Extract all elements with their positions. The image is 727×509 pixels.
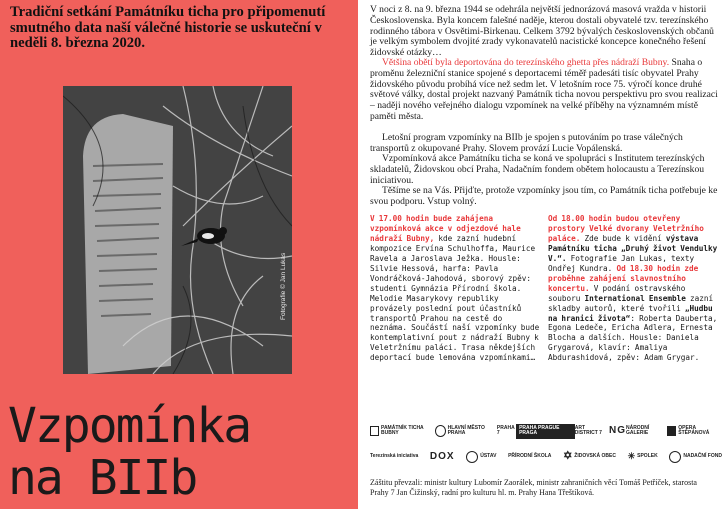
logo-pamatnik-ticha: PAMÁTNÍK TICHA BUBNY bbox=[370, 426, 435, 437]
square-icon bbox=[370, 426, 379, 436]
program-right-text-5: : Roberta Dauberta, Egona Ledeče, Ericha Adlera, Ernesta Blocha a dalších. Housle: Daniela Grygarová, klavír: Amaliya Abdurashidová, zpěv: Adam Grygar. bbox=[548, 313, 718, 363]
logo-zidovska-obec: ✡ ŽIDOVSKÁ OBEC bbox=[563, 450, 616, 463]
square-icon bbox=[667, 426, 676, 436]
circle-icon bbox=[466, 451, 478, 463]
program-column-right bbox=[548, 214, 718, 363]
program-right-ensemble: International Ensemble bbox=[584, 293, 686, 303]
logo-spolek: ✳ SPOLEK bbox=[627, 451, 658, 462]
program-right-text-1: Zde bude k vidění bbox=[580, 233, 666, 243]
program-left-text: kde zazní hudební kompozice Ervína Schulhoffa, Maurice Ravela a Jaroslava Ježka. Housle: Silvie Hessová, harfa: Pavla Vondráčková-Jahodová, sborový zpěv: studenti Gymnázia Přírodní škola. Melodie Masarykovy republiky provázely poslední pout účastníků transportů Prahou na cestě do neznáma. Součástí naší vzpomínky bude kontemplativní pout z nádraží Bubny k Veletržnímu paláci. Trasa někdejších deportací bude lemována vzpomínkami… bbox=[370, 233, 540, 363]
partner-logos-row2 bbox=[370, 446, 722, 468]
event-title-line1: Vzpomínka bbox=[8, 398, 251, 454]
paragraph-history: V noci z 8. na 9. března 1944 se odehrála největší jednorázová masová vražda v historii Československa. Byla koncem falešné naděje, kterou dostali obyvatelé tzv. terezínského rodinného tábora v Osvětimi-Birkenau. Celkem 3792 bývalých československých občanů je velkým symbolem dvojité zrady vykonavatelů nacistické koncepce konečného řešení židovské otázky… bbox=[370, 4, 714, 58]
intro-heading: Tradiční setkání Památníku ticha pro připomenutí smutného data naší válečné historie se uskuteční v neděli 8. března 2020. bbox=[10, 4, 326, 52]
logo-praha-prague: PRAHA PRAGUE PRAGA bbox=[516, 424, 575, 439]
event-title-line2: na BIIb bbox=[8, 450, 197, 506]
program-right-text-2: Fotografie Jan Lukas, texty Ondřej Kundra. bbox=[548, 253, 695, 273]
event-title bbox=[8, 400, 353, 504]
program-right-text-4: zazní skladby autorů, které tvořili bbox=[548, 293, 714, 313]
paragraph-program: Letošní program vzpomínky na BIIb je spojen s putováním po trase válečných transportů z okupované Prahy. Slovem provází Lucie Vopálenská. bbox=[370, 132, 683, 154]
right-panel bbox=[358, 0, 727, 509]
program-right-text-3: V podání ostravského souboru bbox=[548, 283, 686, 303]
sparkle-icon: ✳ bbox=[627, 451, 636, 462]
program-right-music-title: „Hudbu na hranici života“ bbox=[548, 303, 713, 323]
paragraph-bubny-text: Snaha o proměnu železniční stanice spojené s deportacemi téměř padesáti tisíc obyvatel Prahy židovského původu probíhá více než sedm let. V letošním roce 75. výročí konce druhé světové války, dostal projekt nazvaný Památník ticha novou perspektivu pro svou realizaci – naději nového veřejného dialogu vzpomínek na velké příběhy na významném místě paměti města. bbox=[370, 57, 718, 122]
program-left-highlight: V 17.00 hodin bude zahájena vzpomínková akce v odjezdové hale nádraží Bubny, bbox=[370, 214, 521, 243]
program-right-highlight-1: Od 18.00 hodin budou otevřeny prostory Velké dvorany Veletržního paláce. bbox=[548, 214, 704, 243]
logo-praha: HLAVNÍ MĚSTO PRAHA bbox=[435, 425, 497, 437]
program-right-exhibition: výstava Památníku ticha „Druhý život Vendulky V.“. bbox=[548, 233, 718, 263]
program-right-highlight-2: Od 18.30 hodin zde proběhne zahájení slavnostního koncertu. bbox=[548, 263, 699, 293]
photo-illustration bbox=[63, 86, 292, 374]
partner-logos-row1 bbox=[370, 420, 722, 442]
paragraph-bubny bbox=[370, 58, 720, 123]
logo-prirodni-skola: PŘÍRODNÍ ŠKOLA bbox=[508, 453, 552, 460]
paragraph-cooperation: Vzpomínková akce Památníku ticha se koná ve spolupráci s Institutem terezínských skladatelů, Židovskou obcí Praha, Nadačním fondem obětem holocaustu a Terezínskou iniciativou. bbox=[370, 153, 705, 186]
star-icon: ✡ bbox=[563, 450, 573, 463]
patronage-footer: Záštitu převzali: ministr kultury Lubomír Zaorálek, ministr zahraničních věcí Tomáš Petříček, starosta Prahy 7 Jan Čižinský, radní pro kulturu hl. m. Prahy Hana Třeštíková. bbox=[370, 478, 697, 497]
logo-art-district: ART DISTRICT 7 bbox=[574, 424, 602, 436]
memorial-photo bbox=[63, 86, 292, 374]
crest-icon bbox=[435, 425, 446, 437]
paragraph-invitation: Těšíme se na Vás. Přijďte, protože vzpomínky jsou tím, co Památník ticha potřebuje ke svou podporu. Vstup volný. bbox=[370, 185, 718, 207]
logo-praha7: PRAHA 7 bbox=[496, 424, 515, 436]
logo-nadacni-fond: NADAČNÍ FOND bbox=[669, 451, 722, 463]
logo-terezinska-iniciativa: Terezínská iniciativa bbox=[370, 453, 419, 460]
logo-dox: DOX bbox=[429, 451, 455, 463]
logo-ng: NG bbox=[608, 425, 626, 437]
logo-ustav: ÚSTAV bbox=[466, 451, 496, 463]
logo-narodni-galerie: NÁRODNÍ GALERIE bbox=[625, 424, 650, 436]
paragraph-bubny-highlight: Většina obětí byla deportována do terezínského ghetta přes nádraží Bubny. bbox=[382, 57, 670, 68]
program-column-left bbox=[370, 214, 540, 363]
logo-opera: OPERA ŠTĚPÁNOVÁ bbox=[667, 426, 722, 437]
photo-credit: Fotografie © Jan Lukas bbox=[280, 252, 287, 320]
circle-icon bbox=[669, 451, 681, 463]
left-panel bbox=[0, 0, 358, 509]
